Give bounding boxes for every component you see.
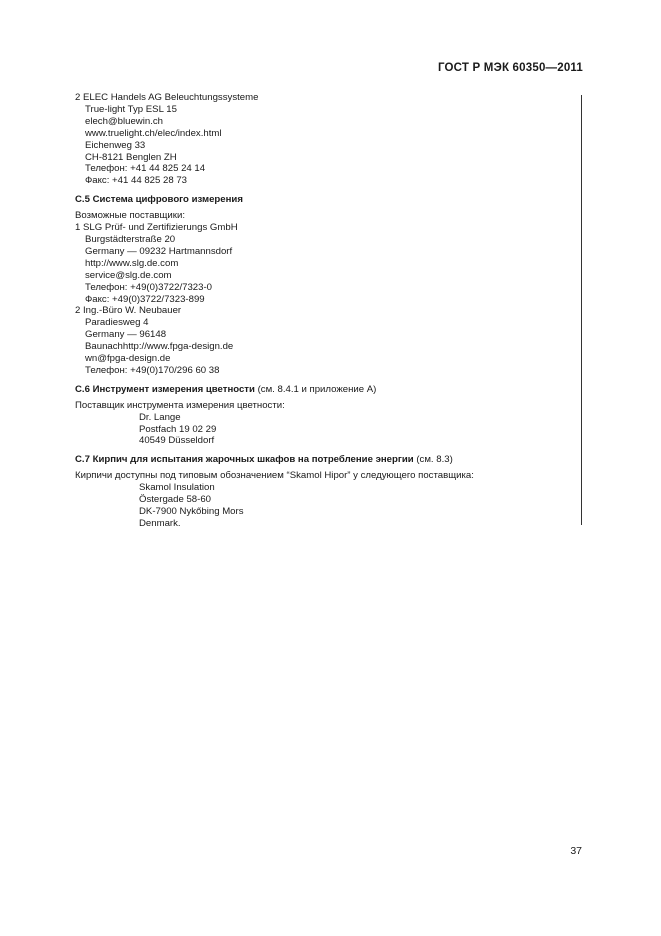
section-heading-c5: С.5 Система цифрового измерения xyxy=(75,194,243,206)
address-line: DK-7900 Nykőbing Mors xyxy=(139,506,244,517)
margin-rule xyxy=(581,95,582,525)
address-line: Baunachhttp://www.fpga-design.de xyxy=(85,341,234,353)
address-line: CH-8121 Benglen ZH xyxy=(85,151,177,163)
address-line: Факс: +41 44 825 28 73 xyxy=(85,175,188,187)
address-line: www.truelight.ch/elec/index.html xyxy=(85,127,222,139)
address-line: Телефон: +49(0)170/296 60 38 xyxy=(85,364,220,376)
address-line: wn@fpga-design.de xyxy=(85,353,171,365)
address-line: Burgstädterstraße 20 xyxy=(85,233,176,245)
address-line: Östergade 58-60 xyxy=(139,494,211,506)
address-line: Dr. Lange xyxy=(139,411,181,423)
supplier-line: 1 SLG Prüf- und Zertifizierungs GmbH xyxy=(75,222,238,234)
supplier-line: 2 ELEC Handels AG Beleuchtungssysteme xyxy=(75,92,259,103)
address-line: http://www.slg.de.com xyxy=(85,257,179,269)
address-line: Germany — 09232 Hartmannsdorf xyxy=(85,245,233,257)
address-line: True-light Typ ESL 15 xyxy=(85,103,177,115)
address-line: Телефон: +49(0)3722/7323-0 xyxy=(85,281,213,293)
section-intro: Кирпичи доступны под типовым обозначением “Skamol Hipor” у следующего поставщика: xyxy=(75,470,474,482)
section-heading-c6: С.6 Инструмент измерения цветности (см. 8.4.1 и приложение А) xyxy=(75,383,377,395)
address-line: Postfach 19 02 29 xyxy=(139,423,217,435)
section-intro: Возможные поставщики: xyxy=(75,210,185,222)
page-number: 37 xyxy=(570,845,582,857)
address-line: service@slg.de.com xyxy=(85,269,172,281)
address-line: elech@bluewin.ch xyxy=(85,115,164,127)
section-heading-c7: С.7 Кирпич для испытания жарочных шкафов на потребление энергии (см. 8.3) xyxy=(75,454,453,466)
supplier-line: 2 Ing.-Büro W. Neubauer xyxy=(75,305,182,317)
document-header: ГОСТ Р МЭК 60350—2011 xyxy=(437,62,583,74)
address-line: Germany — 96148 xyxy=(85,329,167,341)
section-intro: Поставщик инструмента измерения цветности: xyxy=(75,399,285,411)
address-line: Факс: +49(0)3722/7323-899 xyxy=(85,293,205,305)
address-line: Eichenweg 33 xyxy=(85,139,146,151)
address-line: Телефон: +41 44 825 24 14 xyxy=(85,163,206,175)
address-line: Skamol Insulation xyxy=(139,482,215,494)
address-line: Paradiesweg 4 xyxy=(85,317,149,329)
address-line: Denmark. xyxy=(139,517,181,529)
supplier-address xyxy=(75,104,575,187)
page-content xyxy=(75,92,575,530)
address-line: 40549 Düsseldorf xyxy=(139,435,215,447)
